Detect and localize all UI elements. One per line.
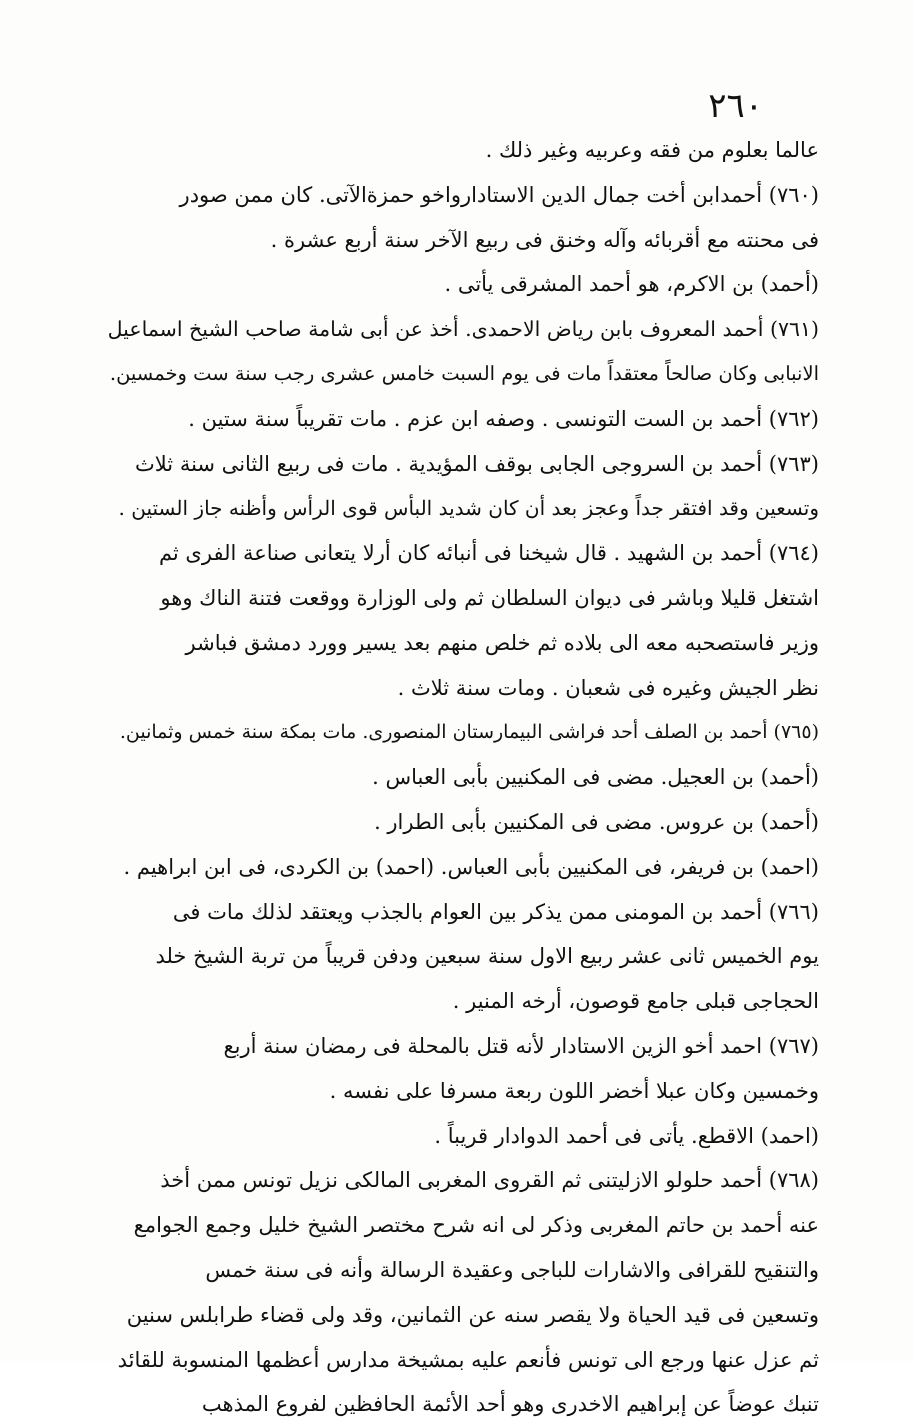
text-body — [104, 128, 819, 1427]
text-line: عالما بعلوم من فقه وعربيه وغير ذلك . — [485, 138, 819, 162]
text-line: وتسعين فى قيد الحياة ولا يقصر سنه عن الثمانين، وقد ولى قضاء طرابلس سنين — [126, 1302, 819, 1327]
text-line: (احمد) بن فريفر، فى المكنيين بأبى العباس. (احمد) بن الكردى، فى ابن ابراهيم . — [123, 854, 819, 879]
text-line: (٧٦٨) أحمد حلولو الازليتنى ثم القروى المغربى المالكى نزيل تونس ممن أخذ — [160, 1168, 819, 1193]
text-line: نظر الجيش وغيره فى شعبان . ومات سنة ثلاث . — [397, 675, 819, 700]
text-line: الانبابى وكان صالحاً معتقداً مات فى يوم السبت خامس عشرى رجب سنة ست وخمسين. — [109, 361, 819, 385]
text-line: (٧٦٢) أحمد بن الست التونسى . وصفه ابن عزم . مات تقريباً سنة ستين . — [188, 406, 819, 431]
text-line: (٧٦٧) احمد أخو الزين الاستادار لأنه قتل بالمحلة فى رمضان سنة أربع — [223, 1033, 819, 1058]
text-line: وتسعين وقد افتقر جداً وعجز بعد أن كان شديد البأس قوى الرأس وأظنه جاز الستين . — [118, 496, 819, 521]
text-line: عنه أحمد بن حاتم المغربى وذكر لى انه شرح مختصر الشيخ خليل وجمع الجوامع — [133, 1213, 819, 1238]
text-line: (أحمد) بن الاكرم، هو أحمد المشرقى يأتى . — [444, 272, 819, 297]
text-line: (أحمد) بن العجيل. مضى فى المكنيين بأبى العباس . — [372, 765, 819, 790]
text-line: وخمسين وكان عبلا أخضر اللون ربعة مسرفا على نفسه . — [329, 1078, 819, 1103]
text-line: (أحمد) بن عروس. مضى فى المكنيين بأبى الطرار . — [374, 809, 819, 834]
text-line: فى محنته مع أقربائه وآله وخنق فى ربيع الآخر سنة أربع عشرة . — [270, 227, 819, 252]
text-line: تنبك عوضاً عن إبراهيم الاخدرى وهو أحد الأئمة الحافظين لفروع المذهب — [201, 1392, 819, 1417]
text-line: اشتغل قليلا وباشر فى ديوان السلطان ثم ولى الوزارة ووقعت فتنة الناك وهو — [160, 585, 819, 610]
text-line: (٧٦٤) أحمد بن الشهيد . قال شيخنا فى أنبائه كان أرلا يتعانى صناعة الفرى ثم — [158, 541, 819, 566]
text-line: وزير فاستصحبه معه الى بلاده ثم خلص منهم بعد يسير وورد دمشق فباشر — [185, 630, 819, 655]
text-line: يوم الخميس ثانى عشر ربيع الاول سنة سبعين ودفن قريباً من تربة الشيخ خلد — [155, 944, 819, 969]
text-line: (٧٦٥) أحمد بن الصلف أحد فراشى البيمارستان المنصورى. مات بمكة سنة خمس وثمانين. — [119, 721, 819, 744]
text-line: (٧٦١) أحمد المعروف بابن رياض الاحمدى. أخذ عن أبى شامة صاحب الشيخ اسماعيل — [107, 317, 819, 342]
text-line: (احمد) الاقطع. يأتى فى أحمد الدوادار قريباً . — [434, 1123, 819, 1148]
page-number: ٢٦٠ — [708, 86, 763, 126]
text-line: (٧٦٦) أحمد بن المومنى ممن يذكر بين العوام بالجذب ويعتقد لذلك مات فى — [172, 899, 819, 924]
text-line: ثم عزل عنها ورجع الى تونس فأنعم عليه بمشيخة مدارس أعظمها المنسوبة للقائد — [117, 1347, 819, 1372]
text-line: (٧٦٣) أحمد بن السروجى الجابى بوقف المؤيدية . مات فى ربيع الثانى سنة ثلاث — [135, 451, 819, 476]
text-line: (٧٦٠) أحمدابن أخت جمال الدين الاستادارواخو حمزةالآتى. كان ممن صودر — [179, 182, 819, 207]
text-line: الحجاجى قبلى جامع قوصون، أرخه المنير . — [452, 989, 819, 1014]
text-line: والتنقيح للقرافى والاشارات للباجى وعقيدة الرسالة وأنه فى سنة خمس — [205, 1257, 819, 1282]
